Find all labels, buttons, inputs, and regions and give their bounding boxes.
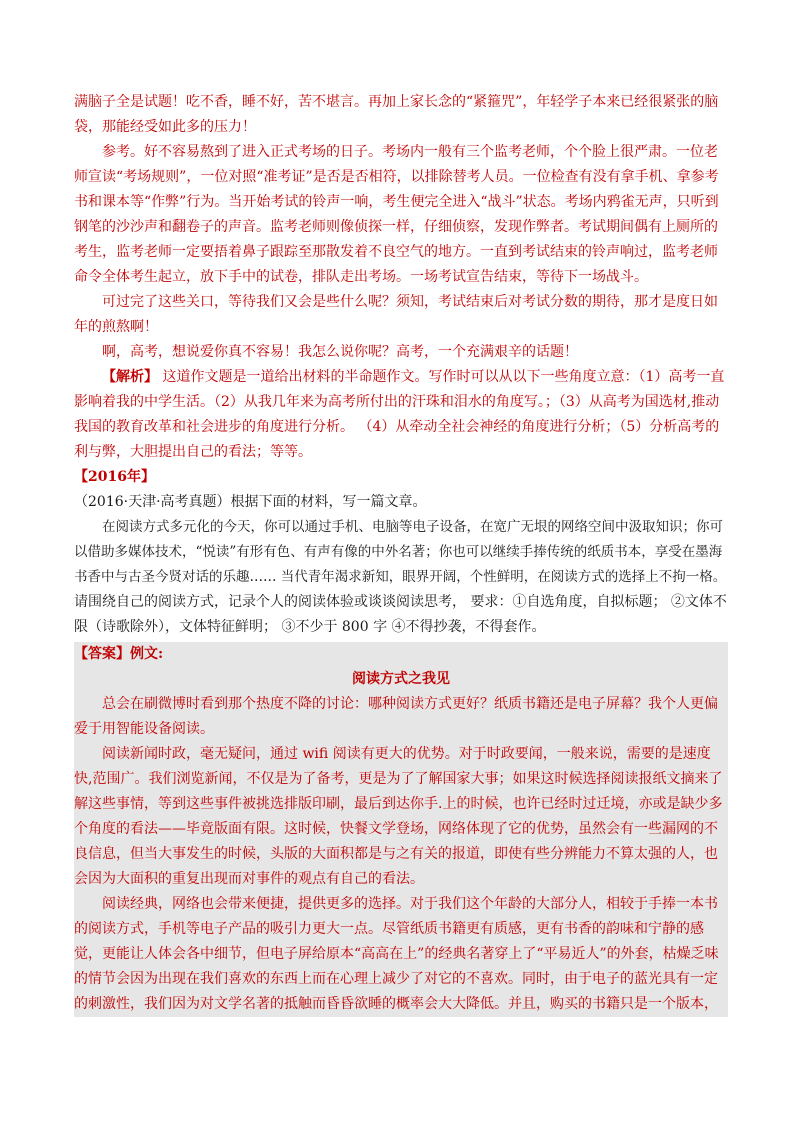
essay-title: 阅读方式之我见 [352, 671, 450, 687]
essay-paragraph-ending: 满脑子全是试题！吃不香，睡不好，苦不堪言。再加上家长念的“紧箍咒”，年轻学子本来已经很紧张的脑袋，那能经受如此多的压力！ [74, 94, 719, 135]
analysis-label: 【解析】 [102, 369, 158, 385]
answer-paragraph-3: 阅读经典，网络也会带来便捷，提供更多的选择。对于我们这个年龄的大部分人，相较于手捧一本书的阅读方式，手机等电子产品的吸引力更大一点。尽管纸质书籍更有质感，更有书香的韵味和宁静的感觉，更能让人体会各中细节，但电子屏给原本“高高在上”的经典名著穿上了“平易近人”的外套，枯燥乏味的情节会因为出现在我们喜欢的东西上而在心理上减少了对它的不喜欢。同时，由于电子的蓝光具有一定的刺激性，我们因为对文学名著的抵触而昏昏欲睡的概率会大大降低。并且，购买的书籍只是一个版本， [74, 896, 719, 1012]
analysis-text: 这道作文题是一道给出材料的半命题作文。写作时可以从以下一些角度立意：（1）高考一直影响着我的中学生活。（2）从我几年来为高考所付出的汗珠和泪水的角度写。；（3）从高考为国选材,推动我国的教育改革和社会进步的角度进行分析。 （4）从牵动全社会神经的角度进行分析；（5）分析高考的利与弊，大胆提出自己的看法；等等。 [74, 369, 725, 460]
essay-paragraph-exam: 参考。好不容易熬到了进入正式考场的日子。考场内一般有三个监考老师，个个脸上很严肃。一位老师宣读“考场规则”，一位对照“准考证”是否是否相符，以排除替考人员。一位检查有没有拿手机、拿参考书和课本等“作弊”行为。当开始考试的铃声一响，考生便完全进入“战斗”状态。考场内鸦雀无声，只听到钢笔的沙沙声和翻卷子的声音。监考老师则像侦探一样，仔细侦察，发现作弊者。考试期间偶有上厕所的考生，监考老师一定要捂着鼻子跟踪至那散发着不良空气的地方。一直到考试结束的铃声响过，监考老师命令全体考生起立，放下手中的试卷，排队走出考场。一场考试宣告结束，等待下一场战斗。 [74, 144, 719, 285]
answer-label: 【答案】 [74, 646, 130, 662]
answer-paragraph-2: 阅读新闻时政，毫无疑问，通过 wifi 阅读有更大的优势。对于时政要闻，一般来说，需要的是速度快,范围广。我们浏览新闻，不仅是为了备考，更是为了了解国家大事；如果这时候选择阅读报纸文摘来了解这些事情，等到这些事件被挑选排版印刷，最后到达你手.上的时候，也许已经时过迁境，亦或是缺少多个角度的看法——毕竟版面有限。这时候，快餐文学登场，网络体现了它的优势，虽然会有一些漏网的不良信息，但当大事发生的时候，头版的大面积都是与之有关的报道，即使有些分辨能力不算太强的人，也会因为大面积的重复出现而对事件的观点有自己的看法。 [74, 746, 723, 887]
answer-block [74, 642, 728, 1017]
question-material: 在阅读方式多元化的今天，你可以通过手机、电脑等电子设备，在宽广无垠的网络空间中汲取知识；你可以借助多媒体技术，“悦读”有形有色、有声有像的中外名著；你也可以继续手捧传统的纸质书本，享受在墨海书香中与古圣今贤对话的乐趣…… 当代青年渴求新知，眼界开阔，个性鲜明，在阅读方式的选择上不拘一格。 [74, 519, 727, 585]
question-source: （2016·天津·高考真题）根据下面的材料，写一篇文章。 [74, 494, 427, 510]
page-content [74, 90, 728, 1017]
answer-label-line [74, 642, 728, 667]
analysis-paragraph [74, 365, 728, 465]
year-heading: 【2016年】 [74, 469, 155, 485]
answer-sublabel: 例文: [130, 646, 164, 662]
answer-paragraph-1: 总会在刷微博时看到那个热度不降的讨论：哪种阅读方式更好？纸质书籍还是电子屏幕？我个人更偏爱于用智能设备阅读。 [74, 696, 718, 737]
essay-paragraph-after: 可过完了这些关口，等待我们又会是些什么呢？须知，考试结束后对考试分数的期待，那才是度日如年的煎熬啊！ [74, 294, 718, 335]
essay-paragraph-close: 啊，高考，想说爱你真不容易！我怎么说你呢？高考，一个充满艰辛的话题！ [102, 344, 578, 360]
question-requirement: 请围绕自己的阅读方式，记录个人的阅读体验或谈谈阅读思考， 要求：①自选角度，自拟标题； ②文体不限（诗歌除外），文体特征鲜明； ③不少于 800 字 ④不得抄袭，不得套作。 [74, 594, 727, 635]
